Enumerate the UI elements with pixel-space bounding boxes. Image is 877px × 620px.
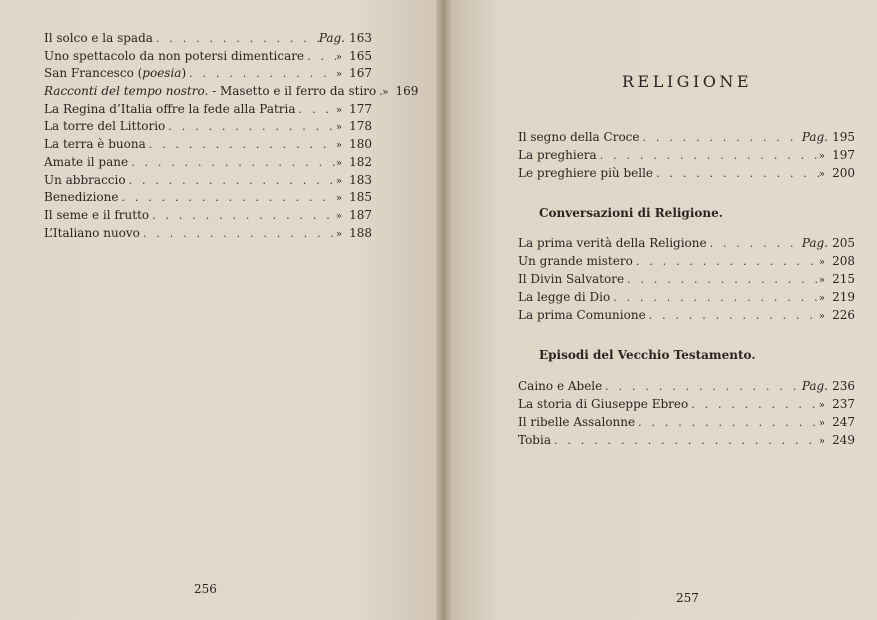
toc-entry: Uno spettacolo da non potersi dimenticare . . . » 165 (44, 49, 372, 67)
subheading-conversazioni: Conversazioni di Religione. (539, 206, 723, 220)
toc-entry: La storia di Giuseppe Ebreo . . . » 237 (518, 397, 855, 415)
toc-entry: L’Italiano nuovo . . . » 188 (44, 226, 372, 244)
book-gutter (436, 0, 452, 620)
conversazioni-toc-list (518, 236, 855, 326)
toc-entry: La prima verità della Religione . . . Pag. 205 (518, 236, 855, 254)
toc-entry: Un abbraccio . . . » 183 (44, 173, 372, 191)
toc-entry: Racconti del tempo nostro. - Masetto e il ferro da stiro . . . » 169 (44, 84, 372, 102)
right-page-number: 257 (676, 591, 699, 605)
toc-entry: San Francesco (poesia) . . . » 167 (44, 66, 372, 84)
toc-entry: La torre del Littorio . . . » 178 (44, 119, 372, 137)
toc-entry: Il seme e il frutto . . . » 187 (44, 208, 372, 226)
toc-entry: Un grande mistero . . . » 208 (518, 254, 855, 272)
toc-entry: La prima Comunione . . . » 226 (518, 308, 855, 326)
religione-toc-list (518, 130, 855, 184)
subheading-episodi: Episodi del Vecchio Testamento. (539, 348, 756, 362)
toc-entry: La legge di Dio . . . » 219 (518, 290, 855, 308)
toc-entry: Amate il pane . . . » 182 (44, 155, 372, 173)
episodi-toc-list (518, 379, 855, 451)
toc-entry: Le preghiere più belle . . . » 200 (518, 166, 855, 184)
toc-entry: Benedizione . . . » 185 (44, 190, 372, 208)
left-page-number: 256 (194, 582, 217, 596)
toc-entry: Caino e Abele . . . Pag. 236 (518, 379, 855, 397)
left-toc-list (44, 31, 419, 243)
toc-entry: Il ribelle Assalonne . . . » 247 (518, 415, 855, 433)
toc-entry: La preghiera . . . » 197 (518, 148, 855, 166)
toc-entry: Tobia . . . » 249 (518, 433, 855, 451)
toc-entry: La terra è buona . . . » 180 (44, 137, 372, 155)
section-heading: RELIGIONE (622, 72, 753, 91)
toc-entry: Il solco e la spada . . . Pag. 163 (44, 31, 372, 49)
toc-entry: Il Divin Salvatore . . . » 215 (518, 272, 855, 290)
toc-entry: Il segno della Croce . . . Pag. 195 (518, 130, 855, 148)
toc-entry: La Regina d’Italia offre la fede alla Patria . . . » 177 (44, 102, 372, 120)
